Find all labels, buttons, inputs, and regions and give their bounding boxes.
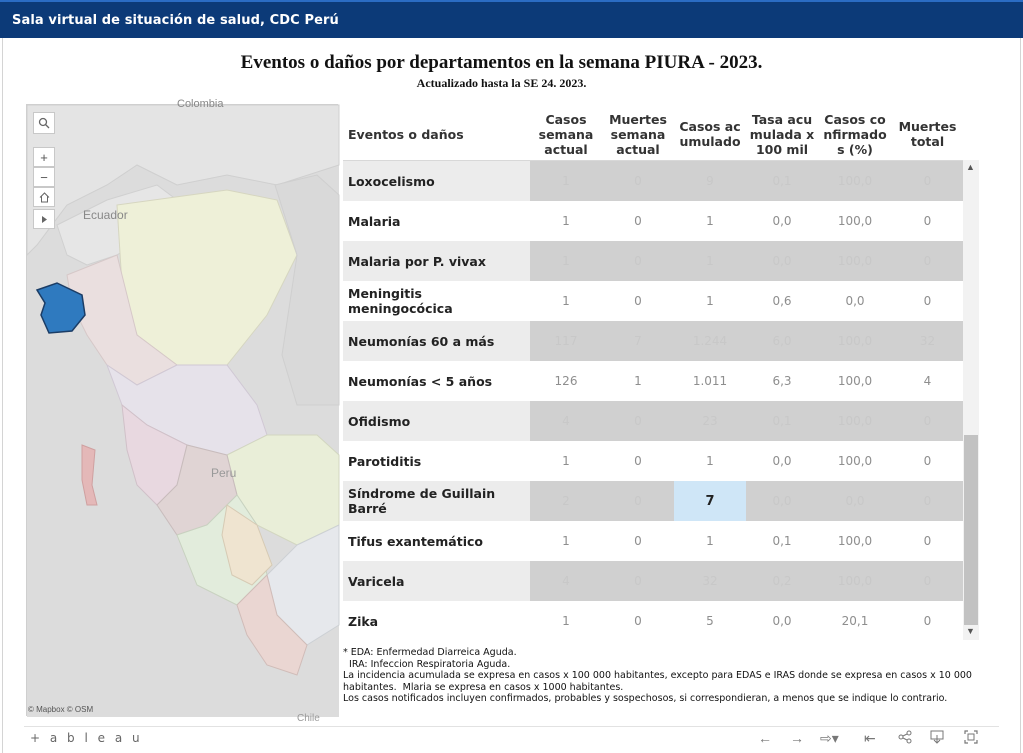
table-cell[interactable]: 100,0 (837, 374, 873, 388)
table-cell[interactable]: 0,0 (845, 294, 865, 308)
column-header-confirmed[interactable]: Casos co nfirmado s (%) (823, 111, 887, 157)
table-cell[interactable]: 1 (706, 294, 714, 308)
scroll-up-icon[interactable]: ▲ (966, 162, 975, 172)
column-header-event[interactable]: Eventos o daños (348, 126, 464, 142)
table-cell[interactable]: 0 (634, 294, 642, 308)
table-cell[interactable]: 1 (634, 374, 642, 388)
scrollbar-thumb[interactable] (964, 435, 978, 625)
column-header-deaths-week[interactable]: Muertes semana actual (609, 111, 667, 157)
table-cell[interactable]: 0,2 (772, 574, 792, 588)
play-icon[interactable] (33, 209, 55, 229)
table-cell[interactable]: 1 (562, 614, 570, 628)
table-cell[interactable]: 0,1 (772, 534, 792, 548)
table-row[interactable] (343, 361, 963, 401)
column-header-cases-week[interactable]: Casos semana actual (538, 111, 594, 157)
download-icon[interactable] (930, 730, 944, 747)
table-cell[interactable]: 0 (923, 574, 932, 588)
table-cell[interactable]: 1 (706, 454, 714, 468)
table-row[interactable] (343, 601, 963, 641)
table-cell[interactable]: 0 (634, 454, 642, 468)
home-icon[interactable] (33, 187, 55, 207)
table-cell[interactable]: 100,0 (837, 214, 873, 228)
table-cell[interactable]: 0 (923, 494, 932, 508)
event-name: Zika (343, 601, 530, 641)
table-cell[interactable]: 0 (634, 254, 642, 268)
app-title: Sala virtual de situación de salud, CDC Perú (12, 13, 339, 28)
zoom-out-button[interactable]: − (33, 167, 55, 187)
map-label-ecuador: Ecuador (83, 208, 128, 222)
table-cell[interactable]: 0,6 (772, 294, 792, 308)
event-name: Malaria (343, 201, 530, 241)
report-subtitle: Actualizado hasta la SE 24. 2023. (416, 76, 587, 90)
map-label-peru: Peru (211, 466, 237, 480)
table-cell[interactable]: 0 (923, 214, 932, 228)
table-cell[interactable]: 0,0 (772, 614, 792, 628)
table-row[interactable] (343, 321, 963, 361)
table-cell[interactable]: 0,1 (772, 414, 792, 428)
map-credit: © Mapbox © OSM (28, 705, 94, 714)
table-row[interactable] (343, 281, 963, 321)
table-cell[interactable]: 32 (702, 574, 718, 588)
table-cell[interactable]: 0 (634, 614, 642, 628)
events-table-body[interactable] (343, 160, 963, 640)
table-row[interactable] (343, 161, 963, 201)
table-cell[interactable]: 1.244 (692, 334, 728, 348)
table-cell[interactable]: 6,0 (772, 334, 792, 348)
table-cell[interactable]: 126 (554, 374, 578, 388)
table-cell[interactable]: 1 (562, 254, 570, 268)
table-scrollbar[interactable] (963, 160, 979, 640)
table-cell[interactable]: 0,0 (772, 494, 792, 508)
event-name: Loxocelismo (343, 161, 530, 201)
event-name: Ofidismo (343, 401, 530, 441)
undo-icon[interactable]: ← (758, 730, 772, 746)
table-cell[interactable]: 0 (634, 174, 642, 188)
table-cell[interactable]: 7 (674, 481, 746, 521)
table-cell[interactable]: 1 (562, 294, 570, 308)
event-name: Síndrome de Guillain Barré (343, 481, 530, 521)
table-cell[interactable]: 0 (634, 574, 642, 588)
map-label-colombia: Colombia (177, 98, 224, 110)
footnote-eda: * EDA: Enfermedad Diarreica Aguda. (343, 647, 517, 658)
table-cell[interactable]: 7 (634, 334, 642, 348)
table-cell[interactable]: 100,0 (837, 334, 873, 348)
table-row[interactable] (343, 441, 963, 481)
table-cell[interactable]: 20,1 (841, 614, 869, 628)
table-cell[interactable]: 4 (562, 574, 570, 588)
zoom-in-button[interactable]: + (33, 147, 55, 167)
table-cell[interactable]: 0 (923, 454, 932, 468)
tableau-toolbar (24, 726, 999, 750)
table-cell[interactable]: 1 (562, 534, 570, 548)
table-cell[interactable]: 1 (562, 174, 570, 188)
table-cell[interactable]: 0,0 (845, 494, 865, 508)
event-name: Parotiditis (343, 441, 530, 481)
event-name: Neumonías < 5 años (343, 361, 530, 401)
table-cell[interactable]: 1 (706, 254, 714, 268)
footnote-incidence: La incidencia acumulada se expresa en casos x 100 000 habitantes, excepto para EDAS e IRAS donde se expresa en casos x 10 000 habitantes. Mlaria se expresa en casos x 1000 habitantes. (343, 670, 975, 693)
table-cell[interactable]: 0 (923, 414, 932, 428)
table-cell[interactable]: 4 (923, 374, 932, 388)
event-name: Malaria por P. vivax (343, 241, 530, 281)
report-title: Eventos o daños por departamentos en la semana PIURA - 2023. (240, 52, 763, 73)
table-cell[interactable]: 1 (562, 454, 570, 468)
footnote-ira: IRA: Infeccion Respiratoria Aguda. (343, 658, 511, 670)
table-cell[interactable]: 0 (923, 174, 932, 188)
table-cell[interactable]: 0 (923, 254, 932, 268)
table-cell[interactable]: 1 (706, 214, 714, 228)
table-cell[interactable]: 1 (706, 534, 714, 548)
table-row[interactable] (343, 521, 963, 561)
table-row[interactable] (343, 241, 963, 281)
table-cell[interactable]: 23 (702, 414, 718, 428)
table-cell[interactable]: 0,0 (772, 454, 792, 468)
footnote-cases: Los casos notificados incluyen confirmados, probables y sospechosos, si correspondieran, a menos que se indique lo contrario. (343, 693, 948, 705)
footnotes (343, 647, 983, 705)
reset-icon[interactable]: ⇤ (864, 730, 876, 746)
event-name: Meningitis meningocócica (343, 281, 530, 321)
table-cell[interactable]: 0 (634, 414, 642, 428)
table-cell[interactable]: 1 (562, 214, 570, 228)
revert-icon[interactable]: ⇨▾ (820, 730, 839, 746)
table-row[interactable] (343, 481, 963, 521)
table-cell[interactable]: 0 (923, 534, 932, 548)
table-cell[interactable]: 2 (562, 494, 570, 508)
table-cell[interactable]: 100,0 (837, 254, 873, 268)
table-cell[interactable]: 0 (923, 294, 932, 308)
table-cell[interactable]: 4 (562, 414, 570, 428)
redo-icon[interactable]: → (790, 730, 804, 746)
table-cell[interactable]: 117 (554, 334, 578, 348)
event-name: Tifus exantemático (343, 521, 530, 561)
table-cell[interactable]: 100,0 (837, 534, 873, 548)
table-cell[interactable]: 100,0 (837, 454, 873, 468)
table-cell[interactable]: 0 (634, 494, 642, 508)
table-row[interactable] (343, 201, 963, 241)
table-cell[interactable]: 100,0 (837, 414, 873, 428)
table-cell[interactable]: 5 (706, 614, 714, 628)
search-icon[interactable] (33, 112, 55, 134)
table-cell[interactable]: 0,0 (772, 214, 792, 228)
scroll-down-icon[interactable]: ▼ (966, 626, 975, 636)
department-map[interactable] (26, 98, 338, 724)
table-cell[interactable]: 0,1 (772, 174, 792, 188)
table-cell[interactable]: 32 (919, 334, 936, 348)
table-cell[interactable]: 0,0 (772, 254, 792, 268)
table-cell[interactable]: 1.011 (692, 374, 728, 388)
column-header-deaths-total[interactable]: Muertes total (898, 119, 957, 149)
map-canvas[interactable] (27, 98, 339, 724)
table-cell[interactable]: 0 (634, 214, 642, 228)
table-cell[interactable]: 9 (706, 174, 714, 188)
table-cell[interactable]: 0 (923, 614, 932, 628)
table-cell[interactable]: 100,0 (837, 174, 873, 188)
table-row[interactable] (343, 561, 963, 601)
fullscreen-icon[interactable] (964, 730, 978, 747)
event-name: Neumonías 60 a más (343, 321, 530, 361)
table-cell[interactable]: 100,0 (837, 574, 873, 588)
app-header (0, 0, 1023, 38)
column-header-rate[interactable]: Tasa acu mulada x 100 mil (749, 111, 815, 157)
event-name: Varicela (343, 561, 530, 601)
column-header-cases-cumulative[interactable]: Casos ac umulado (679, 119, 741, 149)
share-icon[interactable] (898, 730, 912, 747)
map-label-chile: Chile (297, 713, 320, 724)
tableau-logo[interactable]: + a b l e a u (30, 731, 143, 745)
table-cell[interactable]: 6,3 (772, 374, 792, 388)
table-row[interactable] (343, 401, 963, 441)
table-cell[interactable]: 0 (634, 534, 642, 548)
